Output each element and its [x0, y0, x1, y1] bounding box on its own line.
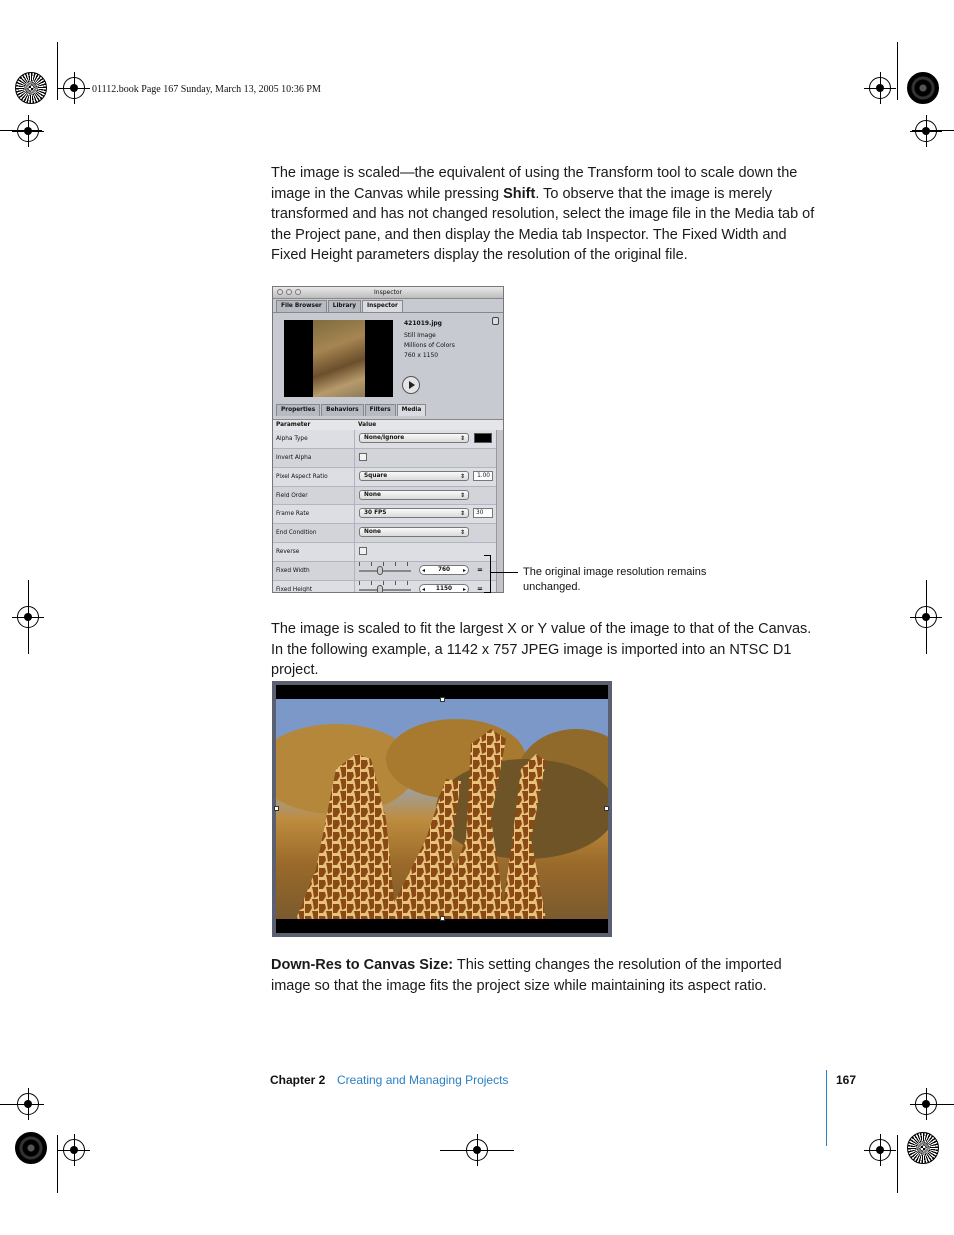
print-slug: 01112.book Page 167 Sunday, March 13, 2005 10:36 PM — [92, 84, 321, 95]
file-name: 421019.jpg — [404, 320, 442, 327]
slider-knob[interactable] — [377, 566, 383, 575]
top-tabs — [273, 299, 503, 313]
row-fixed-height — [273, 581, 496, 593]
param-label: Frame Rate — [276, 511, 310, 518]
fixed-height-slider[interactable] — [359, 589, 411, 591]
row-reverse — [273, 543, 496, 562]
param-label: Reverse — [276, 549, 300, 556]
registration-target-icon — [869, 1139, 891, 1161]
fixed-height-stepper[interactable]: ◂ 1150 ▸ — [419, 584, 469, 593]
crop-mark — [28, 580, 29, 654]
row-alpha-type — [273, 430, 496, 449]
row-invert-alpha — [273, 449, 496, 468]
crop-mark — [57, 1135, 58, 1193]
page-number: 167 — [836, 1073, 857, 1087]
link-icon[interactable]: = — [477, 565, 483, 574]
canvas-letterbox — [276, 685, 608, 933]
transform-handle[interactable] — [440, 697, 445, 702]
reverse-checkbox[interactable] — [359, 547, 367, 555]
footer-chapter-title: Creating and Managing Projects — [337, 1073, 509, 1087]
giraffe-photo — [276, 699, 608, 919]
field-order-select[interactable]: None ⇕ — [359, 490, 469, 500]
crop-mark — [897, 42, 898, 100]
keyboard-key-shift: Shift — [503, 185, 536, 202]
paragraph-intro — [271, 163, 819, 266]
giraffe-thumbnail — [313, 320, 365, 397]
param-label: Alpha Type — [276, 436, 308, 442]
parameter-rows — [273, 430, 496, 593]
footer-rule — [826, 1070, 827, 1146]
registration-star-icon — [907, 1132, 939, 1164]
row-frame-rate — [273, 505, 496, 524]
alpha-type-select[interactable]: None/Ignore ⇕ — [359, 433, 469, 443]
transform-handle[interactable] — [274, 806, 279, 811]
registration-target-icon — [63, 77, 85, 99]
registration-target-icon — [17, 120, 39, 142]
crop-mark — [440, 1150, 514, 1151]
registration-star-icon — [907, 72, 939, 104]
row-fixed-width — [273, 562, 496, 581]
callout-text: The original image resolution remains unchanged. — [523, 566, 707, 593]
registration-star-icon — [15, 1132, 47, 1164]
slider-knob[interactable] — [377, 585, 383, 593]
lock-icon[interactable] — [492, 317, 499, 325]
paragraph-scaling: The image is scaled to fit the largest X or Y value of the image to that of the Canvas. In the following example, a 1142 x 757 JPEG image is imported into an NTSC D1 project. — [271, 621, 812, 678]
transform-handle[interactable] — [440, 916, 445, 921]
file-kind: Still Image — [404, 332, 436, 339]
inspector-titlebar — [273, 287, 503, 299]
tab-behaviors[interactable]: Behaviors — [321, 404, 363, 416]
media-preview — [284, 320, 393, 397]
registration-target-icon — [915, 120, 937, 142]
footer-chapter: Chapter 2 — [270, 1073, 326, 1087]
frame-rate-select[interactable]: 30 FPS ⇕ — [359, 508, 469, 518]
tab-library[interactable]: Library — [328, 300, 361, 312]
tab-media[interactable]: Media — [397, 404, 427, 416]
param-label: End Condition — [276, 530, 317, 537]
text-run: This setting changes the resolution of the imported image so that the image fits the project size while maintaining its aspect ratio. — [271, 957, 782, 994]
inspector-sub-tabs — [276, 404, 426, 416]
file-dimensions: 760 x 1150 — [404, 352, 439, 359]
text-run: The image is scaled—the equivalent of using the Transform tool to scale down the image in the Canvas while pressing — [271, 165, 798, 202]
window-controls[interactable] — [277, 289, 301, 295]
color-swatch[interactable] — [474, 433, 492, 443]
file-info — [404, 319, 455, 361]
canvas-frame — [272, 681, 612, 937]
tab-file-browser[interactable]: File Browser — [276, 300, 327, 312]
inspector-window — [272, 286, 504, 593]
pixel-aspect-select[interactable]: Square ⇕ — [359, 471, 469, 481]
column-parameter: Parameter — [276, 422, 311, 428]
crop-mark — [57, 42, 58, 100]
minimize-icon[interactable] — [286, 289, 292, 295]
row-end-condition — [273, 524, 496, 543]
fixed-width-slider[interactable] — [359, 570, 411, 572]
window-title: Inspector — [374, 289, 402, 296]
scrollbar[interactable] — [496, 430, 504, 593]
param-label: Pixel Aspect Ratio — [276, 473, 328, 480]
registration-target-icon — [63, 1139, 85, 1161]
registration-star-icon — [15, 72, 47, 104]
link-icon[interactable]: = — [477, 584, 483, 593]
end-condition-select[interactable]: None ⇕ — [359, 527, 469, 537]
play-icon[interactable] — [402, 376, 420, 394]
tab-properties[interactable]: Properties — [276, 404, 320, 416]
transform-handle[interactable] — [604, 806, 609, 811]
row-field-order — [273, 487, 496, 506]
paragraph-down-res — [271, 955, 823, 996]
frame-rate-field[interactable]: 30 — [473, 508, 493, 518]
tab-filters[interactable]: Filters — [365, 404, 396, 416]
registration-target-icon — [915, 1093, 937, 1115]
registration-target-icon — [17, 1093, 39, 1115]
callout-bracket — [484, 555, 491, 593]
param-label: Fixed Height — [276, 586, 313, 593]
crop-mark — [897, 1135, 898, 1193]
row-pixel-aspect-ratio — [273, 468, 496, 487]
invert-alpha-checkbox[interactable] — [359, 453, 367, 461]
fixed-width-stepper[interactable]: ◂ 760 ▸ — [419, 565, 469, 575]
pixel-aspect-field[interactable]: 1.00 — [473, 471, 493, 481]
close-icon[interactable] — [277, 289, 283, 295]
file-colors: Millions of Colors — [404, 342, 455, 349]
term-down-res: Down-Res to Canvas Size: — [271, 957, 454, 973]
crop-mark — [926, 580, 927, 654]
giraffe-illustration — [276, 699, 608, 919]
callout-leader-line — [491, 572, 518, 573]
param-label: Fixed Width — [276, 567, 310, 574]
zoom-icon[interactable] — [295, 289, 301, 295]
text-run: . To observe that the image is merely transformed and has not changed resolution, select the image file in the Media tab of the Project pane, and then display the Media tab Inspector. The Fixed Width and Fixed Height parameters display the resolution of the original file. — [271, 185, 815, 263]
registration-target-icon — [869, 77, 891, 99]
param-label: Field Order — [276, 492, 308, 499]
tab-inspector[interactable]: Inspector — [362, 300, 403, 312]
param-label: Invert Alpha — [276, 454, 312, 461]
column-value: Value — [358, 422, 377, 428]
